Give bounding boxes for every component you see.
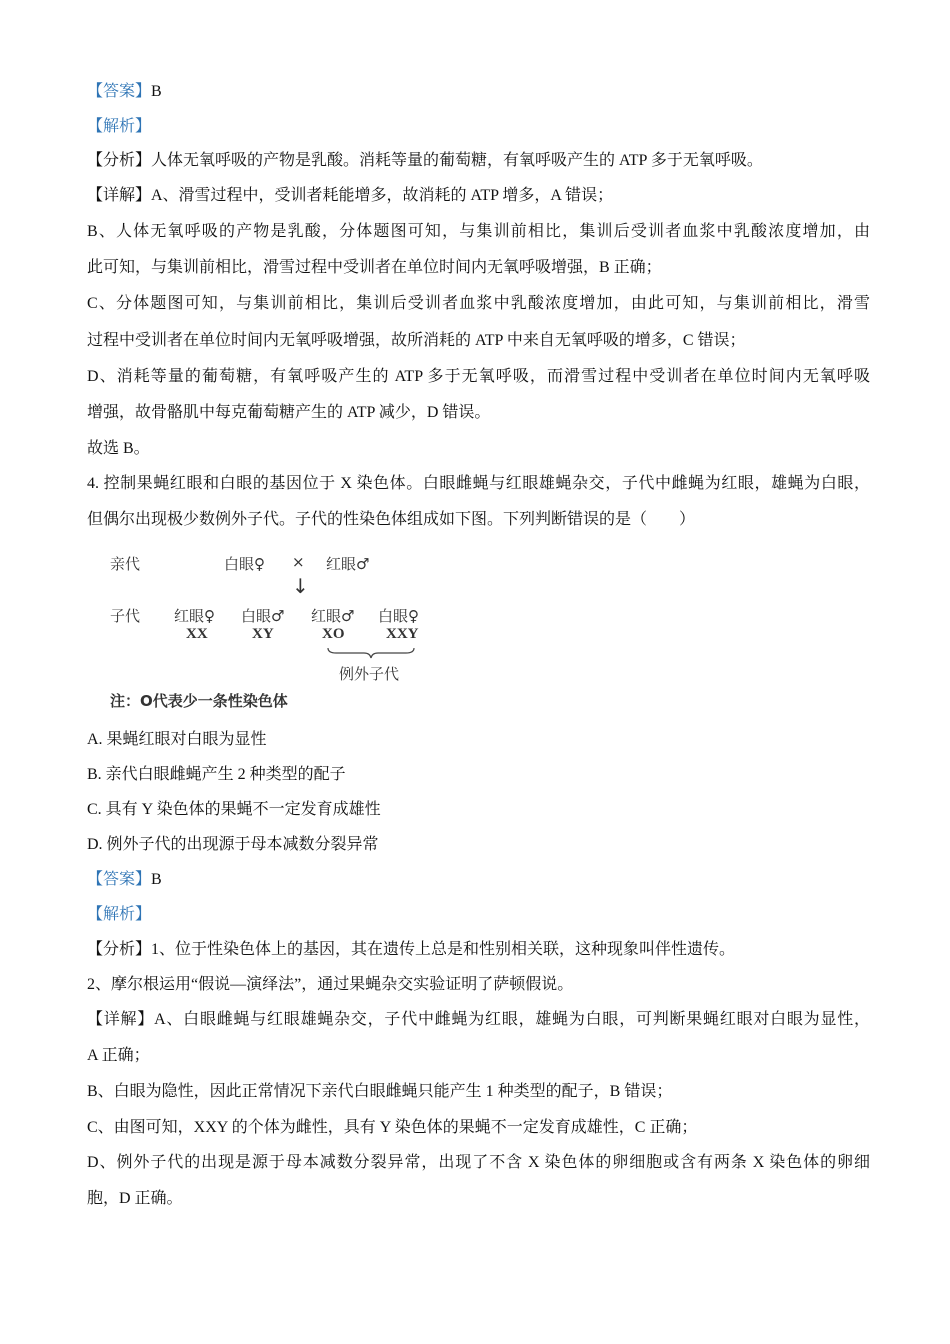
offspring-phenotype: 红眼♀ xyxy=(174,607,215,625)
analysis-tag: 【解析】 xyxy=(87,906,152,923)
parent-label: 亲代 xyxy=(110,555,141,573)
answer-line xyxy=(87,870,162,890)
offspring-phenotype: 红眼♂ xyxy=(311,607,355,625)
analysis-line: 2、摩尔根运用“假说—演绎法”，通过果蝇杂交实验证明了萨顿假说。 xyxy=(87,976,574,993)
detail-line: 胞，D 正确。 xyxy=(87,1190,183,1207)
option-c: C. 具有 Y 染色体的果蝇不一定发育成雄性 xyxy=(87,801,381,818)
diagram-note: 注：O代表少一条性染色体 xyxy=(110,692,288,710)
answer-value: B xyxy=(151,83,162,100)
analysis-line: 【分析】1、位于性染色体上的基因，其在遗传上总是和性别相关联，这种现象叫伴性遗传。 xyxy=(87,941,736,958)
detail-line: D、消耗等量的葡萄糖，有氧呼吸产生的 ATP 多于无氧呼吸，而滑雪过程中受训者在单位时间内无氧呼吸 xyxy=(87,368,870,385)
answer-line xyxy=(87,82,162,102)
question-stem: 4. 控制果蝇红眼和白眼的基因位于 X 染色体。白眼雌蝇与红眼雄蝇杂交，子代中雌蝇为红眼，雄蝇为白眼， xyxy=(87,475,870,492)
detail-line: 【详解】A、白眼雌蝇与红眼雄蝇杂交，子代中雌蝇为红眼，雄蝇为白眼，可判断果蝇红眼对白眼为显性， xyxy=(87,1011,870,1028)
option-b: B. 亲代白眼雌蝇产生 2 种类型的配子 xyxy=(87,766,346,783)
offspring-phenotype: 白眼♀ xyxy=(378,607,419,625)
parent-female: 白眼♀ xyxy=(224,555,265,573)
conclusion-line: 故选 B。 xyxy=(87,440,150,457)
detail-line: 此可知，与集训前相比，滑雪过程中受训者在单位时间内无氧呼吸增强，B 正确； xyxy=(87,259,662,276)
analysis-line: 【分析】人体无氧呼吸的产物是乳酸。消耗等量的葡萄糖，有氧呼吸产生的 ATP 多于无氧呼吸。 xyxy=(87,152,763,169)
offspring-phenotype: 白眼♂ xyxy=(241,607,285,625)
analysis-tag: 【解析】 xyxy=(87,118,152,135)
detail-line: C、由图可知，XXY 的个体为雌性，具有 Y 染色体的果蝇不一定发育成雄性，C 正确； xyxy=(87,1119,698,1136)
detail-line: 过程中受训者在单位时间内无氧呼吸增强，故所消耗的 ATP 中来自无氧呼吸的增多，C 错误； xyxy=(87,332,746,349)
brace-icon xyxy=(326,646,416,660)
parent-male: 红眼♂ xyxy=(326,555,370,573)
detail-line: D、例外子代的出现是源于母本减数分裂异常，出现了不含 X 染色体的卵细胞或含有两条 X 染色体的卵细 xyxy=(87,1154,870,1171)
detail-line: 【详解】A、滑雪过程中，受训者耗能增多，故消耗的 ATP 增多，A 错误； xyxy=(87,187,614,204)
exception-label: 例外子代 xyxy=(339,665,400,683)
detail-line: B、人体无氧呼吸的产物是乳酸，分体题图可知，与集训前相比，集训后受训者血浆中乳酸浓度增加，由 xyxy=(87,223,870,240)
answer-value: B xyxy=(151,871,162,888)
down-arrow-icon: ↓ xyxy=(292,574,309,598)
detail-line: A 正确； xyxy=(87,1047,150,1064)
question-stem: 但偶尔出现极少数例外子代。子代的性染色体组成如下图。下列判断错误的是（ ） xyxy=(87,511,696,528)
detail-line: B、白眼为隐性，因此正常情况下亲代白眼雌蝇只能产生 1 种类型的配子，B 错误； xyxy=(87,1083,673,1100)
offspring-genotype: XXY xyxy=(386,626,419,642)
answer-tag: 【答案】 xyxy=(87,83,152,100)
offspring-genotype: XX xyxy=(186,626,208,642)
option-a: A. 果蝇红眼对白眼为显性 xyxy=(87,731,267,748)
cross-symbol: × xyxy=(292,553,305,571)
offspring-label: 子代 xyxy=(110,607,141,625)
option-d: D. 例外子代的出现源于母本减数分裂异常 xyxy=(87,836,379,853)
detail-line: C、分体题图可知，与集训前相比，集训后受训者血浆中乳酸浓度增加，由此可知，与集训前相比，滑雪 xyxy=(87,295,870,312)
offspring-genotype: XY xyxy=(252,626,274,642)
answer-tag: 【答案】 xyxy=(87,871,152,888)
detail-line: 增强，故骨骼肌中每克葡萄糖产生的 ATP 减少，D 错误。 xyxy=(87,404,491,421)
offspring-genotype: XO xyxy=(322,626,345,642)
